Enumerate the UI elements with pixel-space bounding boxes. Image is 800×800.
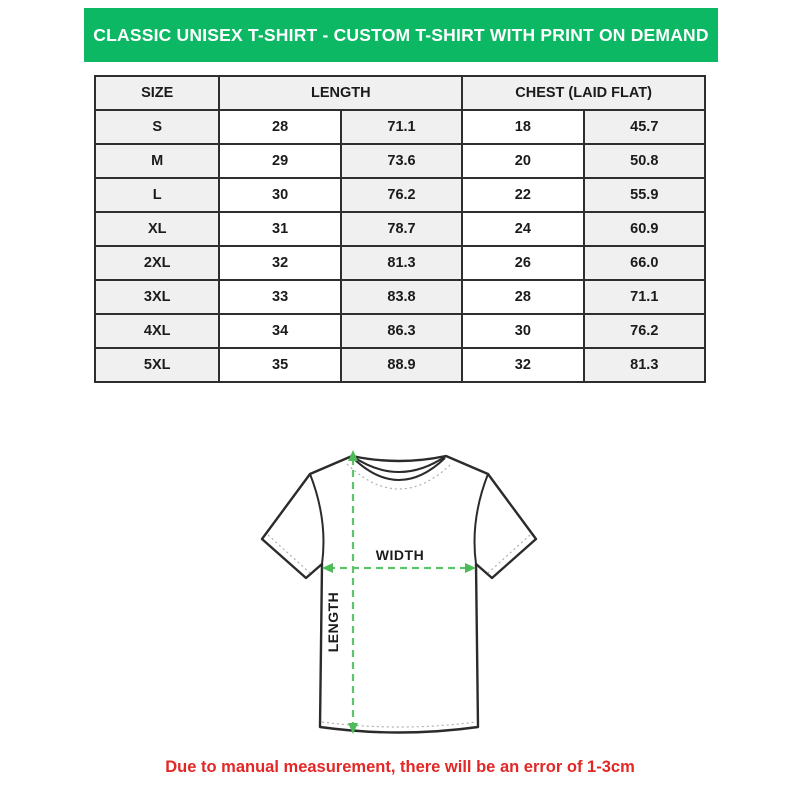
size-cell: M [95, 144, 219, 178]
length-in-cell: 29 [219, 144, 340, 178]
chest-cm-cell: 45.7 [584, 110, 705, 144]
size-chart-container [94, 75, 706, 383]
table-row [95, 178, 705, 212]
chest-in-cell: 18 [462, 110, 583, 144]
table-row [95, 246, 705, 280]
page-title: CLASSIC UNISEX T-SHIRT - CUSTOM T-SHIRT WITH PRINT ON DEMAND [93, 24, 709, 45]
size-cell: L [95, 178, 219, 212]
chest-in-cell: 20 [462, 144, 583, 178]
size-cell: 2XL [95, 246, 219, 280]
length-cm-cell: 76.2 [341, 178, 462, 212]
header-size: SIZE [95, 76, 219, 110]
size-cell: 4XL [95, 314, 219, 348]
chest-cm-cell: 76.2 [584, 314, 705, 348]
chest-cm-cell: 81.3 [584, 348, 705, 382]
table-row [95, 348, 705, 382]
length-cm-cell: 78.7 [341, 212, 462, 246]
tshirt-measurement-diagram [240, 440, 560, 750]
tshirt-outline-drawing [240, 440, 560, 750]
length-cm-cell: 81.3 [341, 246, 462, 280]
chest-cm-cell: 50.8 [584, 144, 705, 178]
table-row [95, 314, 705, 348]
length-cm-cell: 71.1 [341, 110, 462, 144]
length-in-cell: 32 [219, 246, 340, 280]
table-row [95, 144, 705, 178]
length-in-cell: 33 [219, 280, 340, 314]
measurement-error-note: Due to manual measurement, there will be an error of 1-3cm [165, 758, 635, 776]
chest-in-cell: 22 [462, 178, 583, 212]
table-row [95, 212, 705, 246]
chest-in-cell: 30 [462, 314, 583, 348]
length-cm-cell: 86.3 [341, 314, 462, 348]
length-in-cell: 31 [219, 212, 340, 246]
chest-cm-cell: 55.9 [584, 178, 705, 212]
chest-in-cell: 32 [462, 348, 583, 382]
header-row [95, 76, 705, 110]
chest-in-cell: 28 [462, 280, 583, 314]
chest-cm-cell: 71.1 [584, 280, 705, 314]
header-chest: CHEST (LAID FLAT) [462, 76, 705, 110]
size-cell: 3XL [95, 280, 219, 314]
length-cm-cell: 73.6 [341, 144, 462, 178]
length-label: LENGTH [325, 591, 341, 653]
table-row [95, 280, 705, 314]
width-label: WIDTH [375, 547, 425, 563]
chest-in-cell: 26 [462, 246, 583, 280]
length-in-cell: 30 [219, 178, 340, 212]
size-chart-table [94, 75, 706, 383]
length-in-cell: 28 [219, 110, 340, 144]
size-cell: XL [95, 212, 219, 246]
size-cell: 5XL [95, 348, 219, 382]
title-banner [84, 8, 718, 62]
size-cell: S [95, 110, 219, 144]
tshirt-body-outline [262, 456, 536, 733]
header-length: LENGTH [219, 76, 462, 110]
length-in-cell: 34 [219, 314, 340, 348]
chest-cm-cell: 66.0 [584, 246, 705, 280]
length-cm-cell: 83.8 [341, 280, 462, 314]
length-in-cell: 35 [219, 348, 340, 382]
length-arrow-up-head [348, 450, 358, 461]
chest-cm-cell: 60.9 [584, 212, 705, 246]
table-row [95, 110, 705, 144]
length-cm-cell: 88.9 [341, 348, 462, 382]
chest-in-cell: 24 [462, 212, 583, 246]
